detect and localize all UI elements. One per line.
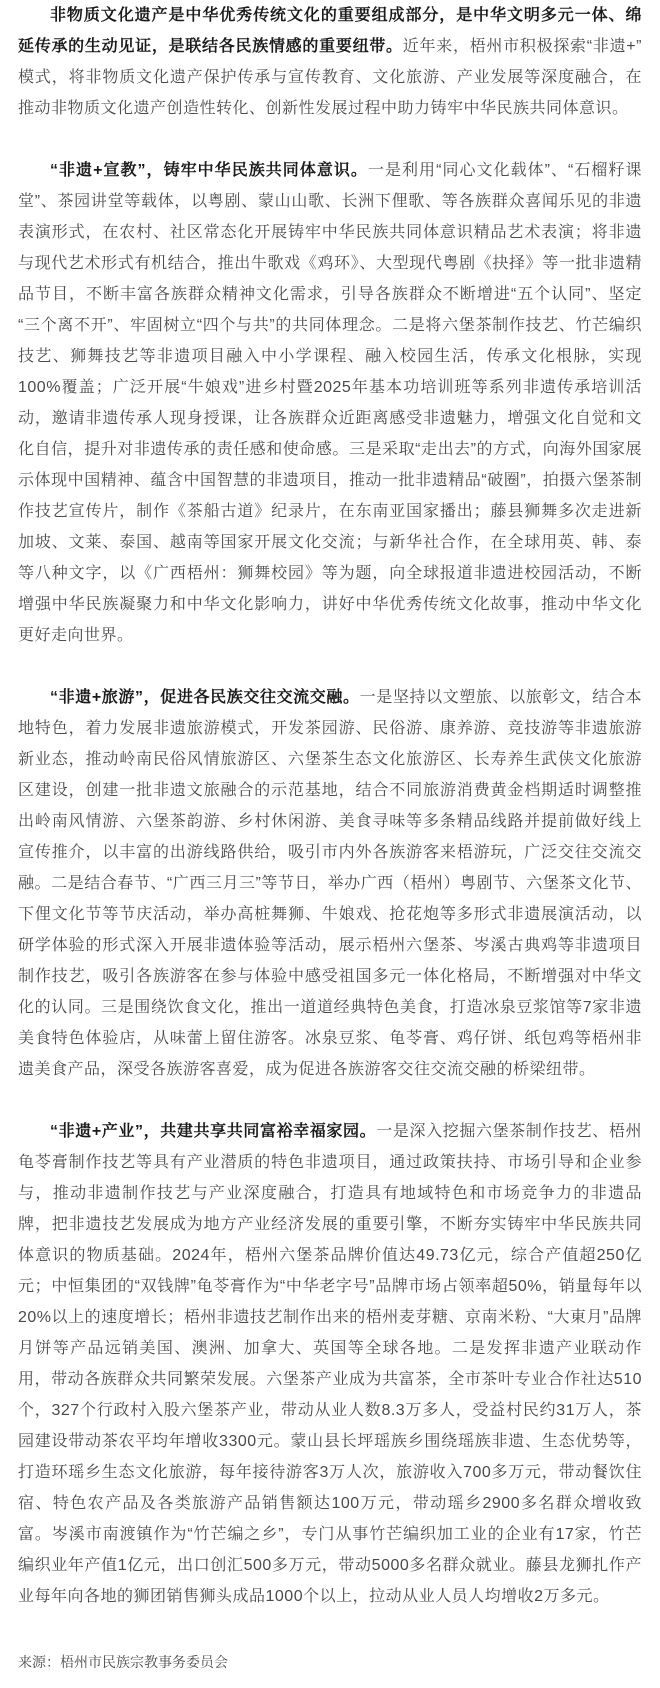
paragraph-intro-body: 近年来，梧州市积极探索“非遗+”模式，将非物质文化遗产保护传承与宣传教育、文化旅游、产业发展等深度融合，在推动非物质文化遗产创造性转化、创新性发展过程中助力铸牢中华民族共同体意识。 <box>18 38 642 117</box>
paragraph-xuanjiao <box>18 155 642 651</box>
source-attribution: 来源：梧州市民族宗教事务委员会 <box>18 1654 228 1670</box>
paragraph-chanye <box>18 1116 642 1612</box>
paragraph-lvyou-lead: “非遗+旅游”，促进各民族交往交流交融。 <box>50 689 360 706</box>
paragraph-chanye-lead: “非遗+产业”，共建共享共同富裕幸福家园。 <box>50 1123 377 1140</box>
paragraph-lvyou-body: 一是坚持以文塑旅、以旅彰文，结合本地特色，着力发展非遗旅游模式，开发茶园游、民俗游、康养游、竞技游等非遗旅游新业态，推动岭南民俗风情旅游区、六堡茶生态文化旅游区、长寿养生武侠文化旅游区建设，创建一批非遗文旅融合的示范基地，结合不同旅游消费黄金档期适时调整推出岭南风情游、六堡茶韵游、乡村休闲游、美食寻味等多条精品线路并提前做好线上宣传推介，以丰富的出游线路供给，吸引市内外各族游客来梧游玩，广泛交往交流交融。二是结合春节、“广西三月三”等节日，举办广西（梧州）粤剧节、六堡茶文化节、下俚文化节等节庆活动，举办高桩舞狮、牛娘戏、抢花炮等多形式非遗展演活动，以研学体验的形式深入开展非遗体验等活动，展示梧州六堡茶、岑溪古典鸡等非遗项目制作技艺，吸引各族游客在参与体验中感受祖国多元一体化格局，不断增强对中华文化的认同。三是围绕饮食文化，推出一道道经典特色美食，打造冰泉豆浆馆等7家非遗美食特色体验店，从味蕾上留住游客。冰泉豆浆、龟苓膏、鸡仔饼、纸包鸡等梧州非遗美食产品，深受各族游客喜爱，成为促进各族游客交往交流交融的桥梁纽带。 <box>18 689 642 1078</box>
paragraph-xuanjiao-body: 一是利用“同心文化载体”、“石榴籽课堂”、茶园讲堂等载体，以粤剧、蒙山山歌、长洲下俚歌、等各族群众喜闻乐见的非遗表演形式，在农村、社区常态化开展铸牢中华民族共同体意识精品艺术表演；将非遗与现代艺术形式有机结合，推出牛歌戏《鸡环》、大型现代粤剧《抉择》等一批非遗精品节目，不断丰富各族群众精神文化需求，引导各族群众不断增进“五个认同”、坚定“三个离不开”、牢固树立“四个与共”的共同体理念。二是将六堡茶制作技艺、竹芒编织技艺、狮舞技艺等非遗项目融入中小学课程、融入校园生活，传承文化根脉，实现100%覆盖；广泛开展“牛娘戏”进乡村暨2025年基本功培训班等系列非遗传承培训活动，邀请非遗传承人现身授课，让各族群众近距离感受非遗魅力，增强文化自觉和文化自信，提升对非遗传承的责任感和使命感。三是采取“走出去”的方式，向海外国家展示体现中国精神、蕴含中国智慧的非遗项目，推动一批非遗精品“破圈”，拍摄六堡茶制作技艺宣传片，制作《茶船古道》纪录片，在东南亚国家播出；藤县狮舞多次走进新加坡、文莱、泰国、越南等国家开展文化交流；与新华社合作，在全球用英、韩、泰等八种文字，以《广西梧州：狮舞校园》等为题，向全球报道非遗进校园活动，不断增强中华民族凝聚力和中华文化影响力，讲好中华优秀传统文化故事，推动中华文化更好走向世界。 <box>18 162 642 644</box>
paragraph-intro <box>18 0 642 124</box>
paragraph-lvyou <box>18 682 642 1085</box>
paragraph-chanye-body: 一是深入挖掘六堡茶制作技艺、梧州龟苓膏制作技艺等具有产业潜质的特色非遗项目，通过政策扶持、市场引导和企业参与，推动非遗制作技艺与产业深度融合，打造具有地域特色和市场竞争力的非遗品牌，把非遗技艺发展成为地方产业经济发展的重要引擎，不断夯实铸牢中华民族共同体意识的物质基础。2024年，梧州六堡茶品牌价值达49.73亿元，综合产值超250亿元；中恒集团的“双钱牌”龟苓膏作为“中华老字号”品牌市场占领率超50%，销量每年以20%以上的速度增长；梧州非遗技艺制作出来的梧州麦芽糖、京南米粉、“大東月”品牌月饼等产品远销美国、澳洲、加拿大、英国等全球各地。二是发挥非遗产业联动作用，带动各族群众共同繁荣发展。六堡茶产业成为共富茶，全市茶叶专业合作社达510个，327个行政村入股六堡茶产业，带动从业人数8.3万多人，受益村民约31万人，茶园建设带动茶农平均年增收3300元。蒙山县长坪瑶族乡围绕瑶族非遗、生态优势等，打造环瑶乡生态文化旅游，每年接待游客3万人次，旅游收入700多万元，带动餐饮住宿、特色农产品及各类旅游产品销售额达100万元，带动瑶乡2900多名群众增收致富。岑溪市南渡镇作为“竹芒编之乡”，专门从事竹芒编织加工业的企业有17家，竹芒编织业年产值1亿元，出口创汇500多万元，带动5000多名群众就业。藤县龙狮扎作产业每年向各地的狮团销售狮头成品1000个以上，拉动从业人员人均增收2万多元。 <box>18 1123 642 1605</box>
paragraph-xuanjiao-lead: “非遗+宣教”，铸牢中华民族共同体意识。 <box>50 162 368 179</box>
paragraph-intro-lead: 非物质文化遗产是中华优秀传统文化的重要组成部分，是中华文明多元一体、绵延传承的生动见证，是联结各民族情感的重要纽带。 <box>18 7 642 55</box>
